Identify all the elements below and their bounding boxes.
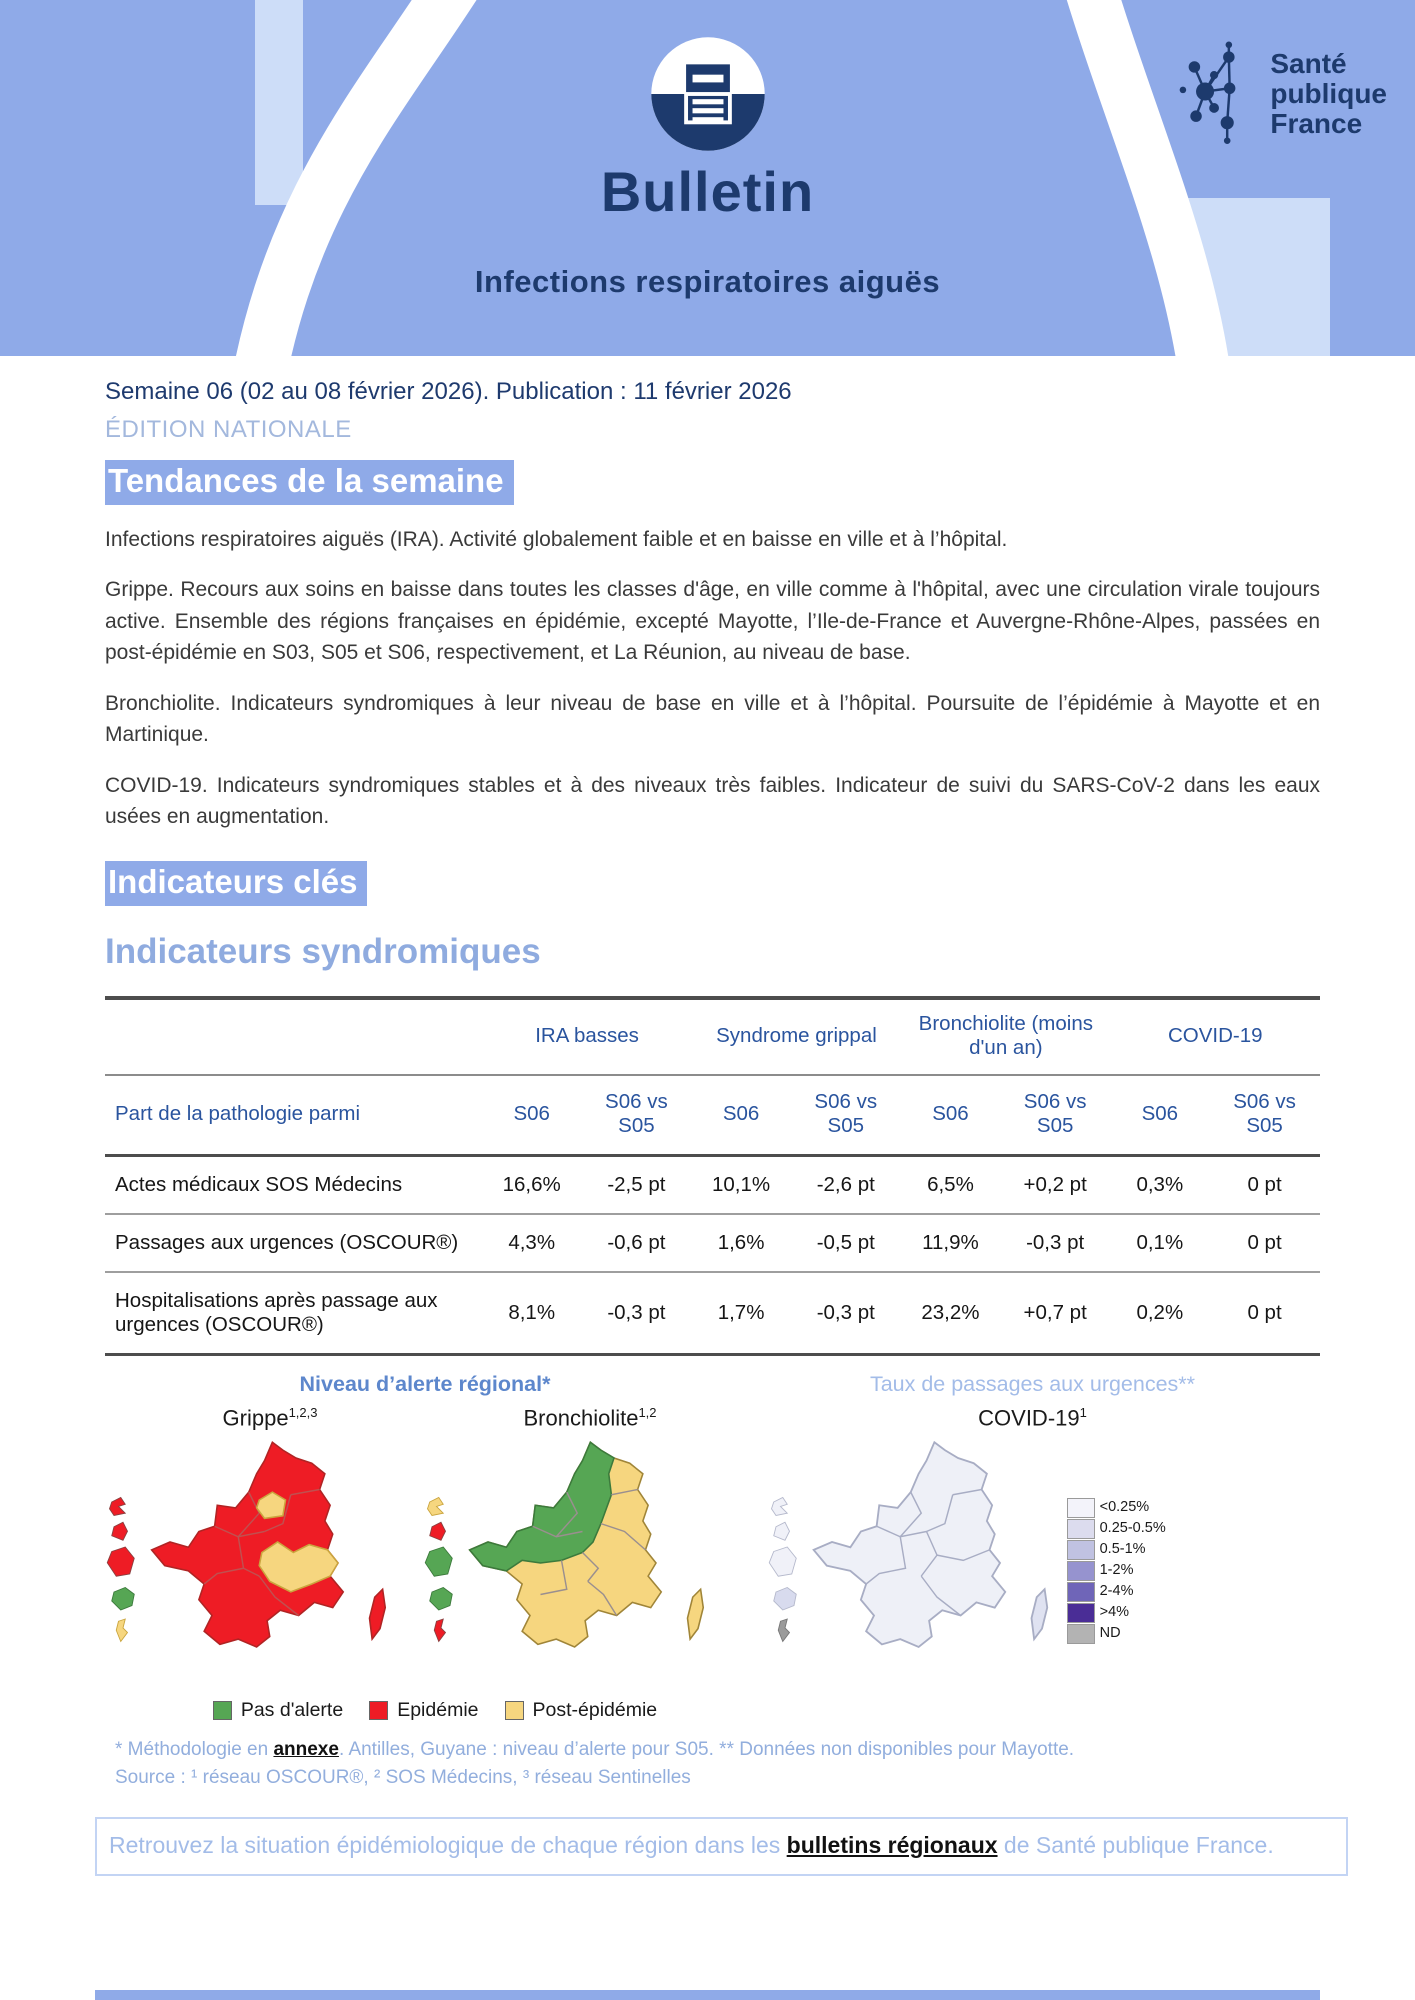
scale-label: ND	[1099, 1624, 1121, 1641]
bottom-blue-bar	[95, 1990, 1320, 2000]
scale-swatch	[1067, 1519, 1095, 1539]
group-syndrome-grippal: Syndrome grippal	[692, 998, 901, 1075]
scale-label: 0.5-1%	[1099, 1540, 1146, 1557]
footer-box-text: de Santé publique France.	[997, 1832, 1274, 1859]
cell-value: -0,3 pt	[1026, 1230, 1085, 1254]
overseas-territories-covid	[767, 1495, 803, 1653]
corsica-postepidemie	[687, 1589, 703, 1639]
table-row	[105, 1272, 1320, 1355]
map-label-grippe	[105, 1405, 435, 1431]
france-map-bronchiolite	[459, 1437, 727, 1689]
legend-epidemie	[369, 1699, 478, 1722]
footnote-line1	[115, 1736, 1320, 1764]
overseas-territories-bronchiolite	[423, 1495, 459, 1653]
france-map-covid	[803, 1437, 1071, 1689]
cell-value: 0 pt	[1247, 1172, 1282, 1196]
table-group-header-row	[105, 998, 1320, 1075]
agency-logo	[1178, 40, 1387, 148]
syndromic-indicators-table	[105, 996, 1320, 1356]
scale-label: <0.25%	[1099, 1498, 1150, 1515]
overseas-territories-grippe	[105, 1495, 141, 1653]
map-label-bronchiolite	[435, 1405, 745, 1431]
scale-label: >4%	[1099, 1603, 1130, 1620]
red-swatch	[369, 1701, 388, 1720]
bronchiolite-label-text: Bronchiolite	[523, 1405, 639, 1431]
row-label-urgences: Passages aux urgences (OSCOUR®)	[115, 1230, 459, 1254]
edition-label: ÉDITION NATIONALE	[105, 416, 352, 443]
cell-value: 1,7%	[717, 1300, 765, 1324]
bulletin-subtitle: Infections respiratoires aiguës	[474, 264, 941, 299]
group-ira-basses: IRA basses	[482, 998, 691, 1075]
cell-value: 0 pt	[1247, 1230, 1282, 1254]
cell-value: 1,6%	[717, 1230, 765, 1254]
paragraph-covid: COVID-19. Indicateurs syndromiques stables et à des niveaux très faibles. Indicateur de suivi du SARS-CoV-2 dans les eaux usées en augmentation.	[105, 773, 1320, 829]
map-bronchiolite	[423, 1437, 727, 1689]
col-s06-vs-s05: S06 vs S05	[581, 1075, 692, 1156]
cell-value: -0,6 pt	[607, 1230, 666, 1254]
legend-label: Epidémie	[397, 1699, 479, 1722]
week-publication-line: Semaine 06 (02 au 08 février 2026). Publication : 11 février 2026	[105, 378, 792, 405]
corsica-covid-rate	[1031, 1589, 1047, 1639]
table-corner-label: Part de la pathologie parmi	[105, 1075, 482, 1156]
cell-value: -2,5 pt	[607, 1172, 666, 1196]
footnotes	[105, 1736, 1320, 1791]
footnote-text: . Antilles, Guyane : niveau d’alerte pour S05. ** Données non disponibles pour Mayotte.	[338, 1739, 1075, 1761]
grippe-label-sup: 1,2,3	[288, 1404, 318, 1420]
cell-value: -0,3 pt	[816, 1300, 875, 1324]
col-s06-vs-s05: S06 vs S05	[790, 1075, 901, 1156]
grippe-label-text: Grippe	[222, 1405, 289, 1431]
cell-value: 16,6%	[502, 1172, 561, 1196]
key-indicators-title: Indicateurs clés	[105, 861, 367, 906]
group-covid19: COVID-19	[1111, 998, 1320, 1075]
covid-scale-legend	[1067, 1497, 1166, 1644]
col-s06: S06	[692, 1075, 791, 1156]
mainland-epidemie	[152, 1442, 344, 1647]
bulletin-title: Bulletin	[600, 160, 815, 223]
network-dots-icon	[1178, 40, 1260, 148]
row-label-sos-medecins: Actes médicaux SOS Médecins	[115, 1172, 403, 1196]
agency-name-line2: publique	[1270, 77, 1387, 109]
cell-value: -2,6 pt	[816, 1172, 875, 1196]
legend-label: Post-épidémie	[532, 1699, 658, 1722]
bronchiolite-label-sup: 1,2	[638, 1404, 657, 1420]
cell-value: 0,3%	[1136, 1172, 1184, 1196]
col-s06: S06	[1111, 1075, 1210, 1156]
agency-name-line3: France	[1270, 108, 1363, 140]
covid-label-text: COVID-19	[978, 1405, 1080, 1431]
scale-swatch	[1067, 1561, 1095, 1581]
row-label-hospitalisations: Hospitalisations après passage aux urgences (OSCOUR®)	[115, 1288, 438, 1336]
legend-post-epidemie	[505, 1699, 658, 1722]
scale-label: 2-4%	[1099, 1582, 1134, 1599]
scale-swatch	[1067, 1603, 1095, 1623]
footer-box-text: Retrouvez la situation épidémiologique de chaque région dans les	[109, 1832, 787, 1859]
cell-value: 4,3%	[508, 1230, 556, 1254]
alert-level-title: Niveau d’alerte régional*	[299, 1371, 551, 1396]
syndromic-indicators-title: Indicateurs syndromiques	[105, 931, 541, 971]
table-corner-empty	[105, 998, 482, 1075]
maps-section	[105, 1372, 1320, 1722]
cell-value: 8,1%	[508, 1300, 556, 1324]
table-row	[105, 1155, 1320, 1214]
cell-value: 0,1%	[1136, 1230, 1184, 1254]
scale-swatch	[1067, 1540, 1095, 1560]
col-s06-vs-s05: S06 vs S05	[1000, 1075, 1111, 1156]
scale-label: 1-2%	[1099, 1561, 1134, 1578]
cell-value: +0,7 pt	[1023, 1300, 1087, 1324]
cell-value: 10,1%	[712, 1172, 771, 1196]
paragraph-grippe: Grippe. Recours aux soins en baisse dans toutes les classes d'âge, en ville comme à l'hôpital, avec une circulation virale toujours active. Ensemble des régions françaises en épidémie, excepté Mayotte, l’Ile-de-France et Auvergne-Rhône-Alpes, passées en post-épidémie en S03, S05 et S06, respectivement, et La Réunion, au niveau de base.	[105, 578, 1320, 665]
cell-value: 6,5%	[927, 1172, 974, 1196]
scale-swatch	[1067, 1582, 1095, 1602]
corsica-epidemie	[370, 1589, 386, 1639]
scale-label: 0.25-0.5%	[1099, 1519, 1166, 1536]
cell-value: 23,2%	[921, 1300, 980, 1324]
main-content	[105, 356, 1320, 1876]
covid-label-sup: 1	[1079, 1404, 1087, 1420]
footnote-source-line: Source : ¹ réseau OSCOUR®, ² SOS Médecins, ³ réseau Sentinelles	[115, 1766, 691, 1788]
map-covid	[727, 1437, 1320, 1689]
table-row	[105, 1214, 1320, 1272]
paragraph-bronchiolite: Bronchiolite. Indicateurs syndromiques à leur niveau de base en ville et à l’hôpital. Poursuite de l’épidémie à Mayotte et en Martinique.	[105, 691, 1320, 747]
cell-value: 11,9%	[922, 1230, 979, 1254]
legend-label: Pas d'alerte	[240, 1699, 344, 1722]
regional-bulletins-box	[95, 1817, 1348, 1876]
cell-value: -0,5 pt	[816, 1230, 875, 1254]
annexe-link[interactable]: annexe	[273, 1739, 339, 1761]
col-s06: S06	[901, 1075, 1000, 1156]
newspaper-icon	[650, 36, 766, 152]
agency-name	[1270, 49, 1387, 140]
scale-swatch	[1067, 1498, 1095, 1518]
green-swatch	[213, 1701, 232, 1720]
legend-pas-dalerte	[213, 1699, 343, 1722]
mainland-covid-rate	[813, 1442, 1005, 1647]
paragraph-ira: Infections respiratoires aiguës (IRA). Activité globalement faible et en baisse en ville et à l’hôpital.	[105, 527, 1008, 551]
bulletins-regionaux-link[interactable]: bulletins régionaux	[786, 1832, 998, 1859]
cell-value: 0,2%	[1136, 1300, 1184, 1324]
alert-legend	[105, 1699, 765, 1722]
france-map-grippe	[141, 1437, 409, 1689]
scale-swatch	[1067, 1624, 1095, 1644]
col-s06: S06	[482, 1075, 581, 1156]
cell-value: +0,2 pt	[1023, 1172, 1087, 1196]
map-label-covid	[745, 1405, 1320, 1431]
group-bronchiolite: Bronchiolite (moins d'un an)	[901, 998, 1110, 1075]
agency-name-line1: Santé	[1270, 47, 1347, 79]
col-s06-vs-s05: S06 vs S05	[1209, 1075, 1320, 1156]
map-grippe	[105, 1437, 423, 1689]
yellow-swatch	[505, 1701, 524, 1720]
footnote-text: * Méthodologie en	[115, 1739, 274, 1761]
page-header	[0, 0, 1415, 356]
trends-section-title: Tendances de la semaine	[105, 460, 514, 505]
er-rate-title: Taux de passages aux urgences**	[869, 1371, 1196, 1396]
table-sub-header-row	[105, 1075, 1320, 1156]
cell-value: 0 pt	[1247, 1300, 1282, 1324]
cell-value: -0,3 pt	[607, 1300, 666, 1324]
